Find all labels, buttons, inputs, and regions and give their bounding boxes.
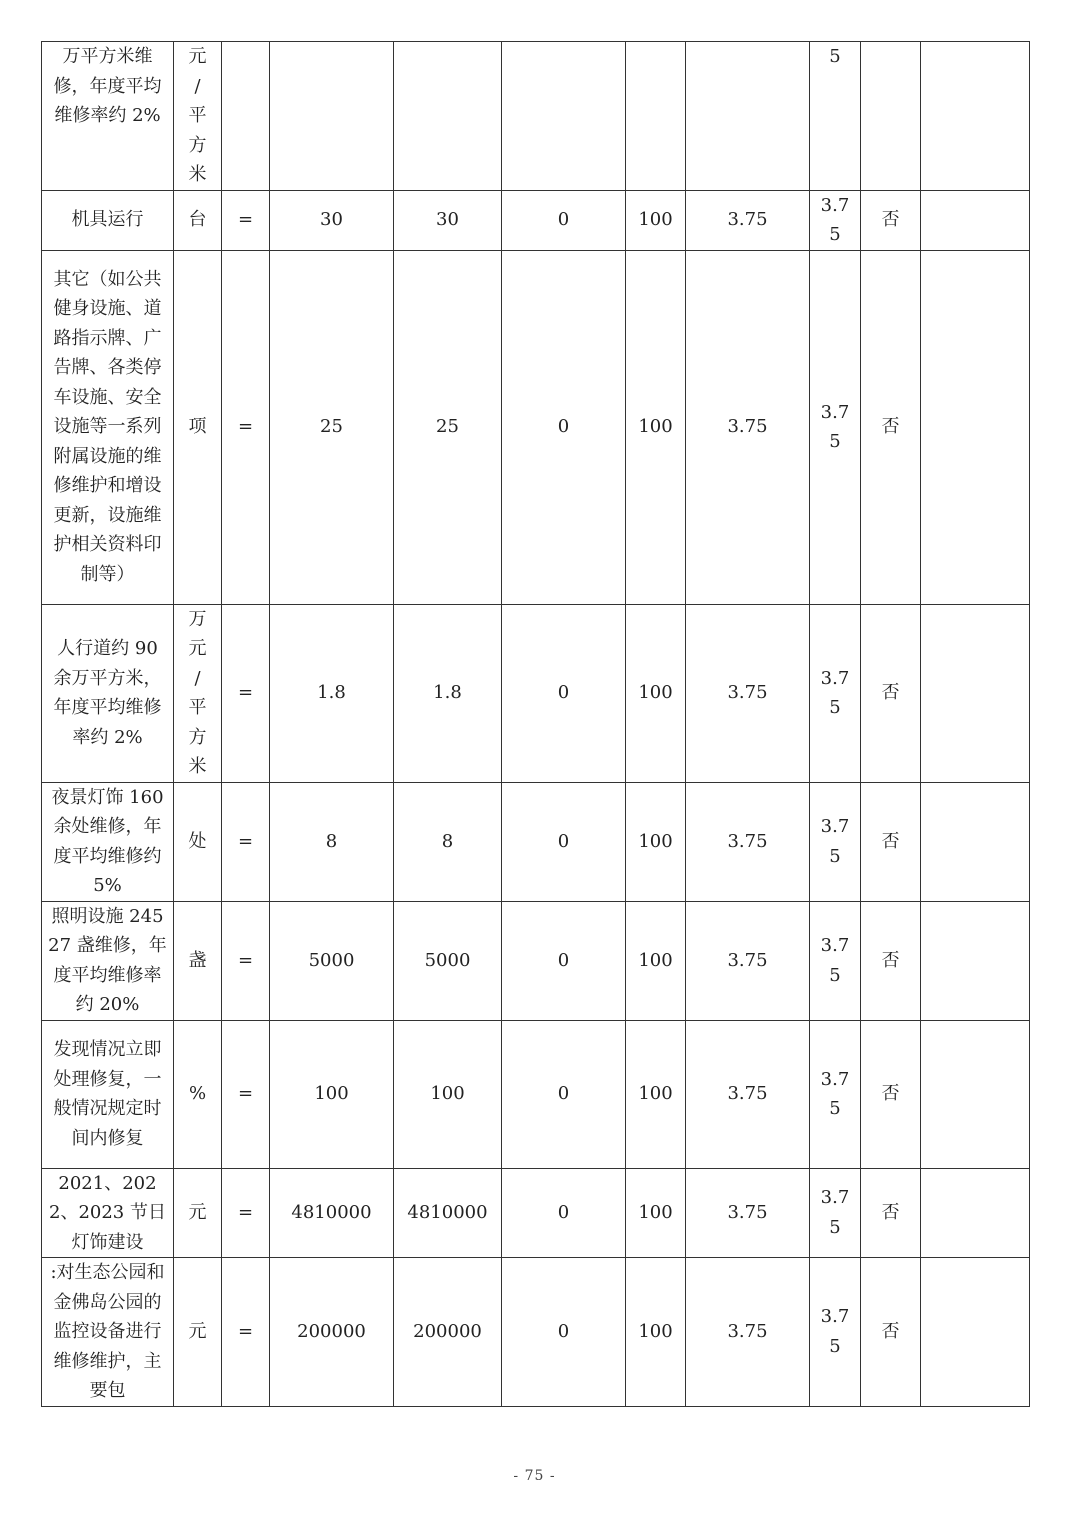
score-cell: 3.7 5	[810, 1258, 861, 1407]
deviation-cell: 0	[502, 782, 626, 901]
score-cell: 3.7 5	[810, 604, 861, 782]
score-cell: 3.7 5	[810, 901, 861, 1020]
actual-value-cell: 30	[394, 190, 502, 250]
operator-cell: =	[222, 1258, 270, 1407]
indicator-cell: 照明设施 24527 盏维修，年度平均维修率约 20%	[42, 901, 174, 1020]
remark-cell	[921, 901, 1030, 1020]
remark-cell	[921, 250, 1030, 604]
completion-rate-cell: 100	[626, 190, 686, 250]
deviation-cell: 0	[502, 1168, 626, 1258]
completion-rate-cell: 100	[626, 901, 686, 1020]
actual-value-cell: 100	[394, 1020, 502, 1168]
operator-cell: =	[222, 1020, 270, 1168]
operator-cell: =	[222, 250, 270, 604]
operator-cell: =	[222, 782, 270, 901]
flag-cell: 否	[861, 1020, 921, 1168]
table-row	[42, 42, 1030, 191]
actual-value-cell: 1.8	[394, 604, 502, 782]
weight-cell: 3.75	[686, 1258, 810, 1407]
score-cell: 3.7 5	[810, 190, 861, 250]
weight-cell: 3.75	[686, 250, 810, 604]
completion-rate-cell: 100	[626, 604, 686, 782]
remark-cell	[921, 1168, 1030, 1258]
score-cell: 3.7 5	[810, 250, 861, 604]
completion-rate-cell: 100	[626, 782, 686, 901]
operator-cell: =	[222, 190, 270, 250]
remark-cell	[921, 782, 1030, 901]
indicator-cell: 机具运行	[42, 190, 174, 250]
deviation-cell: 0	[502, 190, 626, 250]
completion-rate-cell	[626, 42, 686, 191]
completion-rate-cell: 100	[626, 1258, 686, 1407]
weight-cell: 3.75	[686, 190, 810, 250]
table-row	[42, 604, 1030, 782]
table-row	[42, 250, 1030, 604]
weight-cell: 3.75	[686, 1020, 810, 1168]
actual-value-cell	[394, 42, 502, 191]
flag-cell	[861, 42, 921, 191]
target-value-cell	[270, 42, 394, 191]
score-cell: 5	[810, 42, 861, 191]
weight-cell	[686, 42, 810, 191]
unit-cell: 处	[174, 782, 222, 901]
score-cell: 3.7 5	[810, 782, 861, 901]
actual-value-cell: 4810000	[394, 1168, 502, 1258]
operator-cell	[222, 42, 270, 191]
flag-cell: 否	[861, 190, 921, 250]
score-cell: 3.7 5	[810, 1020, 861, 1168]
deviation-cell: 0	[502, 1258, 626, 1407]
actual-value-cell: 8	[394, 782, 502, 901]
weight-cell: 3.75	[686, 1168, 810, 1258]
unit-cell: 台	[174, 190, 222, 250]
indicator-cell: 发现情况立即处理修复，一般情况规定时间内修复	[42, 1020, 174, 1168]
target-value-cell: 1.8	[270, 604, 394, 782]
indicator-cell: :对生态公园和金佛岛公园的监控设备进行维修维护，主要包	[42, 1258, 174, 1407]
unit-cell: 元	[174, 1168, 222, 1258]
deviation-cell: 0	[502, 1020, 626, 1168]
indicator-cell: 人行道约 90 余万平方米，年度平均维修率约 2%	[42, 604, 174, 782]
weight-cell: 3.75	[686, 604, 810, 782]
operator-cell: =	[222, 1168, 270, 1258]
unit-cell: 项	[174, 250, 222, 604]
indicator-cell: 夜景灯饰 160 余处维修，年度平均维修约 5%	[42, 782, 174, 901]
table-body	[42, 42, 1030, 1407]
remark-cell	[921, 190, 1030, 250]
unit-cell: 元 / 平 方 米	[174, 42, 222, 191]
completion-rate-cell: 100	[626, 1168, 686, 1258]
actual-value-cell: 200000	[394, 1258, 502, 1407]
target-value-cell: 4810000	[270, 1168, 394, 1258]
page-number: - 75 -	[513, 1468, 556, 1484]
unit-cell: %	[174, 1020, 222, 1168]
indicator-cell: 其它（如公共健身设施、道路指示牌、广告牌、各类停车设施、安全设施等一系列附属设施的维修维护和增设更新，设施维护相关资料印制等）	[42, 250, 174, 604]
score-cell: 3.7 5	[810, 1168, 861, 1258]
flag-cell: 否	[861, 1258, 921, 1407]
deviation-cell: 0	[502, 901, 626, 1020]
operator-cell: =	[222, 901, 270, 1020]
table-row	[42, 190, 1030, 250]
target-value-cell: 200000	[270, 1258, 394, 1407]
target-value-cell: 8	[270, 782, 394, 901]
indicator-cell: 2021、2022、2023 节日灯饰建设	[42, 1168, 174, 1258]
completion-rate-cell: 100	[626, 250, 686, 604]
table-row	[42, 1020, 1030, 1168]
flag-cell: 否	[861, 604, 921, 782]
flag-cell: 否	[861, 1168, 921, 1258]
remark-cell	[921, 604, 1030, 782]
actual-value-cell: 5000	[394, 901, 502, 1020]
target-value-cell: 100	[270, 1020, 394, 1168]
table-row	[42, 1258, 1030, 1407]
remark-cell	[921, 42, 1030, 191]
table-row	[42, 1168, 1030, 1258]
flag-cell: 否	[861, 901, 921, 1020]
unit-cell: 万 元 / 平 方 米	[174, 604, 222, 782]
remark-cell	[921, 1020, 1030, 1168]
flag-cell: 否	[861, 250, 921, 604]
target-value-cell: 30	[270, 190, 394, 250]
indicator-cell: 万平方米维修，年度平均维修率约 2%	[42, 42, 174, 191]
deviation-cell: 0	[502, 604, 626, 782]
deviation-cell	[502, 42, 626, 191]
table-row	[42, 901, 1030, 1020]
unit-cell: 盏	[174, 901, 222, 1020]
unit-cell: 元	[174, 1258, 222, 1407]
target-value-cell: 25	[270, 250, 394, 604]
flag-cell: 否	[861, 782, 921, 901]
operator-cell: =	[222, 604, 270, 782]
target-value-cell: 5000	[270, 901, 394, 1020]
actual-value-cell: 25	[394, 250, 502, 604]
remark-cell	[921, 1258, 1030, 1407]
table-row	[42, 782, 1030, 901]
deviation-cell: 0	[502, 250, 626, 604]
weight-cell: 3.75	[686, 901, 810, 1020]
performance-table	[41, 41, 1030, 1407]
weight-cell: 3.75	[686, 782, 810, 901]
completion-rate-cell: 100	[626, 1020, 686, 1168]
